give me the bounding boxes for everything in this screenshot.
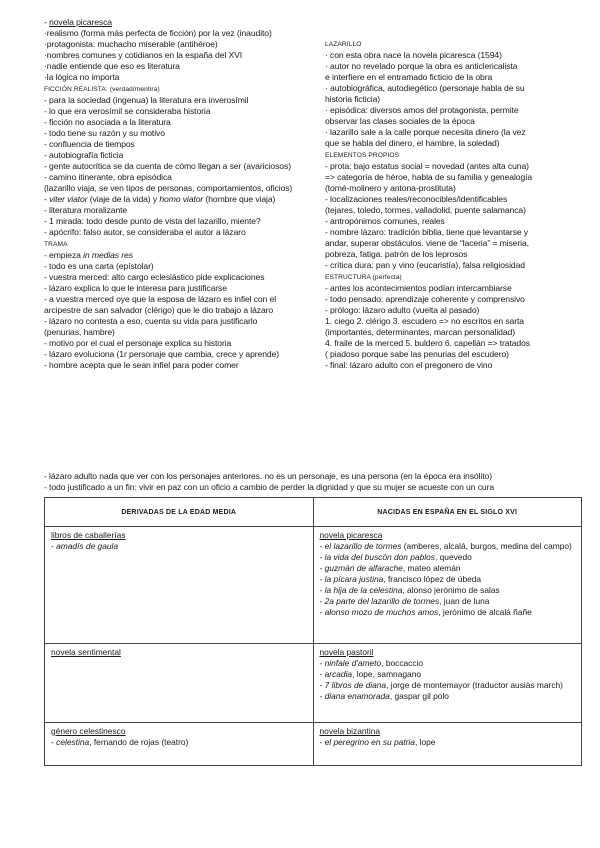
list-item: - 2a parte del lazarillo de tormes, juan de luna bbox=[319, 596, 490, 606]
list-item: - celestina, fernando de rojas (teatro) bbox=[51, 737, 189, 747]
text-line: - todo pensado: aprendizaje coherente y comprensivo bbox=[325, 294, 525, 304]
table-header-row bbox=[45, 498, 582, 527]
column-header-siglo-xvi: NACIDAS EN ESPAÑA EN EL SIGLO XVI bbox=[313, 498, 582, 527]
text-line-viator: - viter viator (viaje de la vida) y homo viator (hombre que viaja) bbox=[44, 194, 276, 204]
section-header-estructura: ESTRUCTURA (perfecta) bbox=[325, 274, 402, 281]
list-item: - amadís de gaula bbox=[51, 541, 119, 551]
text-line: ·nadie entiende que eso es literatura bbox=[44, 61, 180, 71]
text-line: e interfiere en el entramado ficticio de la obra bbox=[325, 72, 493, 82]
text-line: ·protagonista: muchacho miserable (antihéroe) bbox=[44, 39, 218, 49]
table-cell bbox=[45, 527, 314, 644]
text-line: · con esta obra nace la novela picaresca (1594) bbox=[325, 50, 502, 60]
list-item: - guzmán de alfarache, mateo alemán bbox=[319, 563, 461, 573]
list-item: - diana enamorada, gaspar gil polo bbox=[319, 691, 449, 701]
text-line: => categoría de héroe, habla de su familia y genealogía bbox=[325, 172, 533, 182]
text-line: pobreza, fatiga. patrón de los leprosos bbox=[325, 249, 468, 259]
text-line: - confluencia de tiempos bbox=[44, 139, 135, 149]
text-line: andar, superar obstáculos. viene de “laceria” = miseria, bbox=[325, 238, 529, 248]
list-item: - arcadia, lope, samnagano bbox=[319, 669, 422, 679]
table-cell bbox=[313, 644, 582, 723]
text-line: (tejares, toledo, tormes, valladolid, puente salamanca) bbox=[325, 205, 526, 215]
text-line: - prólogo: lázaro adulto (vuelta al pasado) bbox=[325, 305, 480, 315]
list-item: - la vida del buscón don pablos, quevedo bbox=[319, 552, 472, 562]
text-line: - vuestra merced: alto cargo eclesiástico pide explicaciones bbox=[44, 272, 265, 282]
genres-table bbox=[44, 497, 582, 766]
text-line: 1. ciego 2. clérigo 3. escudero => no escritos en sarta bbox=[325, 316, 524, 326]
text-line: · autor no revelado porque la obra es anticlericalista bbox=[325, 61, 518, 71]
text-line: historia ficticia) bbox=[325, 94, 381, 104]
text-line: ·nombres comunes y cotidianos en la españa del XVI bbox=[44, 50, 243, 60]
table-cell bbox=[45, 723, 314, 766]
text-line: arcipestre de san salvador (clérigo) que le dio trabajo a lázaro bbox=[44, 305, 274, 315]
list-item: - alonso mozo de muchos amos, jerónimo de alcalá ñañe bbox=[319, 607, 532, 617]
table-row bbox=[45, 723, 582, 766]
genre-title: novela sentimental bbox=[51, 647, 121, 657]
text-line: (penurias, hambre) bbox=[44, 327, 115, 337]
text-line: - todo es una carta (epístolar) bbox=[44, 261, 154, 271]
text-line: - autobiografía ficticia bbox=[44, 150, 124, 160]
genre-title: libros de caballerías bbox=[51, 530, 126, 540]
text-line: (lazarillo viaja, se ven tipos de personas, comportamientos, oficios) bbox=[44, 183, 293, 193]
text-line: - lázaro explica lo que le interesa para justificarse bbox=[44, 283, 227, 293]
text-line: - hombre acepta que le sean infiel para poder comer bbox=[44, 360, 239, 370]
genre-title: novela pastoril bbox=[319, 647, 374, 657]
table-cell bbox=[313, 723, 582, 766]
text-line: (importantes, determinantes, marcan personalidad) bbox=[325, 327, 515, 337]
heading-novela-picaresca: - novela picaresca bbox=[44, 17, 112, 27]
list-item: - el peregrino en su patria, lope bbox=[319, 737, 436, 747]
text-line: - lázaro adulto nada que ver con los personajes anteriores. no es un personaje, es una persona (en la época era insólito) bbox=[44, 471, 492, 481]
list-item: - ninfale d'ameto, boccaccio bbox=[319, 658, 424, 668]
section-header-elementos: ELEMENTOS PROPIOS bbox=[325, 152, 400, 159]
genre-title: género celestinesco bbox=[51, 726, 126, 736]
text-line: - crítica dura: pan y vino (eucaristía), falsa religiosidad bbox=[325, 260, 525, 270]
table-row bbox=[45, 644, 582, 723]
text-line: · episódica: diversos amos del protagonista, permite bbox=[325, 105, 519, 115]
list-item: - 7 libros de diana, jorge de montemayor (traductor ausiàs march) bbox=[319, 680, 563, 690]
text-line: - final: lázaro adulto con el pregonero de vino bbox=[325, 360, 493, 370]
table-cell bbox=[45, 644, 314, 723]
text-line: - todo justificado a un fin: vivir en paz con un oficio a cambio de perder la dignidad y que su mujer se acueste con un cura bbox=[44, 482, 495, 492]
section-header-lazarillo: LAZARILLO bbox=[325, 41, 362, 48]
text-line: - para la sociedad (ingenua) la literatura era inverosímil bbox=[44, 95, 249, 105]
text-line: - localizaciones reales/reconocibles/identificables bbox=[325, 194, 508, 204]
text-line: - ficción no asociada a la literatura bbox=[44, 117, 171, 127]
text-line: 4. fraile de la merced 5. buldero 6. capellán => tratados bbox=[325, 338, 530, 348]
text-line: - antes los acontecimientos podían intercambiarse bbox=[325, 283, 512, 293]
genre-title: novela bizantina bbox=[319, 726, 381, 736]
section-header-trama: TRAMA bbox=[44, 241, 68, 248]
text-line: - prota: bajo estatus social = novedad (antes alta cuna) bbox=[325, 161, 529, 171]
list-item: - la hija de la celestina, alonso jerónimo de salas bbox=[319, 585, 500, 595]
text-line: - literatura moralizante bbox=[44, 205, 128, 215]
genre-title: novela picaresca bbox=[319, 530, 383, 540]
text-line: - a vuestra merced oye que la esposa de lázaro es infiel con el bbox=[44, 294, 277, 304]
table-row bbox=[45, 527, 582, 644]
text-line: - nombre lázaro: tradición biblia, tiene que levantarse y bbox=[325, 227, 529, 237]
list-item: - el lazarillo de tormes (amberes, alcalá, burgos, medina del campo) bbox=[319, 541, 572, 551]
text-line: · lazarillo sale a la calle porque necesita dinero (la vez bbox=[325, 127, 526, 137]
text-line: - gente autocrítica se da cuenta de cómo llegan a ser (avariciosos) bbox=[44, 161, 291, 171]
list-item: - la pícara justina, francisco lópez de úbeda bbox=[319, 574, 482, 584]
text-line: ·la lógica no importa bbox=[44, 72, 120, 82]
text-line: (tomé-molinero y antona-prostituta) bbox=[325, 183, 456, 193]
text-line: ·realismo (forma más perfecta de ficción) por la vez (inaudito) bbox=[44, 28, 272, 38]
text-line: - 1 mirada: todo desde punto de vista del lazarillo, miente? bbox=[44, 216, 261, 226]
section-header-ficcion: FICCIÓN REALISTA: (verdad/mentira) bbox=[44, 86, 160, 93]
text-line: - lázaro evoluciona (1r personaje que cambia, crece y aprende) bbox=[44, 349, 280, 359]
text-line: - camino itinerante, obra episódica bbox=[44, 172, 172, 182]
text-line: · autobiográfica, autodiegético (personaje habla de su bbox=[325, 83, 525, 93]
text-line: - todo tiene su razón y su motivo bbox=[44, 128, 165, 138]
table-cell bbox=[313, 527, 582, 644]
text-line: - apócrifo: falso autor, se consideraba el autor a lázaro bbox=[44, 227, 246, 237]
text-line-trama-first: - empieza in medias res bbox=[44, 250, 133, 260]
text-line: - lázaro no contesta a eso, cuenta su vida para justificarlo bbox=[44, 316, 258, 326]
text-line: ( piadoso porque sabe las penurias del escudero) bbox=[325, 349, 509, 359]
text-line: - lo que era verosímil se consideraba historia bbox=[44, 106, 211, 116]
column-header-edad-media: DERIVADAS DE LA EDAD MEDIA bbox=[45, 498, 314, 527]
text-line: observar las clases sociales de la época bbox=[325, 116, 475, 126]
text-line: - antropónimos comunes, reales bbox=[325, 216, 445, 226]
text-line: - motivo por el cual el personaje explica su historia bbox=[44, 338, 232, 348]
text-line: que se habla del dinero, el hambre, la soledad) bbox=[325, 138, 500, 148]
